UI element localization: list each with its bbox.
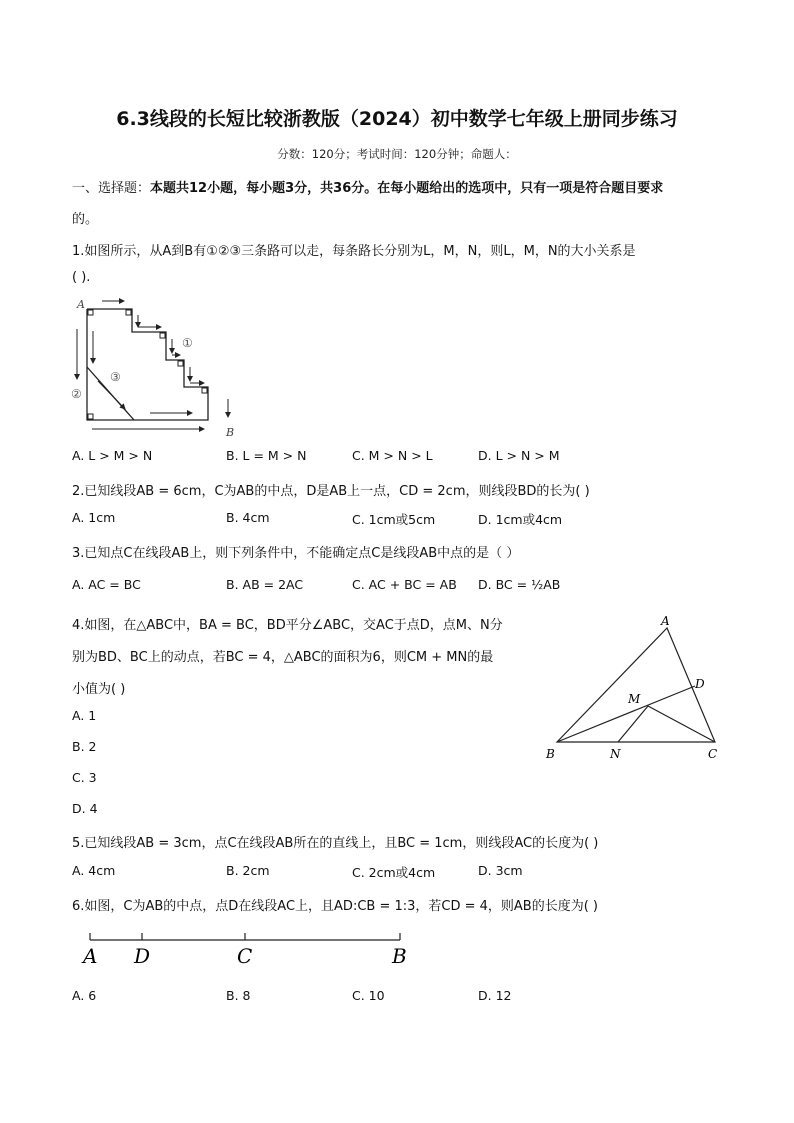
q3-option-a[interactable]: A. AC = BC xyxy=(72,577,141,592)
exam-info: 分数：120分；考试时间：120分钟；命题人： xyxy=(277,147,517,161)
q6-option-d[interactable]: D. 12 xyxy=(478,988,512,1003)
q3-option-c[interactable]: C. AC + BC = AB xyxy=(352,577,457,592)
q1-option-b[interactable]: B. L = M > N xyxy=(226,448,307,463)
q1-fig-label-r2: ② xyxy=(71,387,82,401)
q6-figure xyxy=(80,928,420,973)
section-heading xyxy=(72,177,663,196)
q5-option-d[interactable]: D. 3cm xyxy=(478,863,523,878)
q2-stem: 2.已知线段AB = 6cm，C为AB的中点，D是AB上一点，CD = 2cm，则线段BD的长为( ) xyxy=(72,484,590,499)
q5-stem: 5.已知线段AB = 3cm，点C在线段AB所在的直线上，且BC = 1cm，则线段AC的长度为( ) xyxy=(72,836,599,851)
page-title: 6.3线段的长短比较浙教版（2024）初中数学七年级上册同步练习 xyxy=(116,108,678,130)
q4-stem-line1: 4.如图，在△ABC中，BA = BC，BD平分∠ABC，交AC于点D，点M、N分 xyxy=(72,618,503,633)
q4-option-a[interactable]: A. 1 xyxy=(72,708,97,723)
q1-fig-label-b: B xyxy=(226,426,235,439)
section-head: 一、选择题： xyxy=(72,181,151,196)
q4-figure xyxy=(540,610,730,765)
q4-option-d[interactable]: D. 4 xyxy=(72,801,98,816)
q1-option-d[interactable]: D. L > N > M xyxy=(478,448,560,463)
q5-option-b[interactable]: B. 2cm xyxy=(226,863,270,878)
q4-option-c[interactable]: C. 3 xyxy=(72,770,97,785)
q1-fig-label-a: A xyxy=(77,298,85,311)
q1-stem-line2: ( ). xyxy=(72,270,91,285)
q3-option-b[interactable]: B. AB = 2AC xyxy=(226,577,304,592)
q4-fig-label-c: C xyxy=(708,747,718,761)
q4-fig-label-b: B xyxy=(546,747,555,761)
q5-option-a[interactable]: A. 4cm xyxy=(72,863,116,878)
q6-fig-label-c: C xyxy=(237,944,253,968)
q1-fig-label-r3: ③ xyxy=(110,370,121,384)
q2-option-b[interactable]: B. 4cm xyxy=(226,510,270,525)
q6-fig-label-b: B xyxy=(392,944,407,968)
q1-fig-label-r1: ① xyxy=(182,336,193,350)
q1-option-a[interactable]: A. L > M > N xyxy=(72,448,153,463)
section-desc-cont: 的。 xyxy=(72,212,99,227)
q1-option-c[interactable]: C. M > N > L xyxy=(352,448,433,463)
q3-stem: 3.已知点C在线段AB上，则下列条件中，不能确定点C是线段AB中点的是（ ） xyxy=(72,546,520,561)
q6-option-a[interactable]: A. 6 xyxy=(72,988,97,1003)
q3-option-d[interactable]: D. BC = ½AB xyxy=(478,577,561,592)
q2-option-c[interactable]: C. 1cm或5cm xyxy=(352,512,436,527)
q4-stem-line3: 小值为( ) xyxy=(72,682,126,697)
q6-fig-label-d: D xyxy=(134,944,151,968)
q1-stem-line1: 1.如图所示，从A到B有①②③三条路可以走，每条路长分别为L，M，N，则L，M，N的大小关系是 xyxy=(72,244,636,259)
q2-option-a[interactable]: A. 1cm xyxy=(72,510,116,525)
q6-option-c[interactable]: C. 10 xyxy=(352,988,385,1003)
q1-figure xyxy=(68,295,248,440)
section-desc: 本题共12小题，每小题3分，共36分。在每小题给出的选项中，只有一项是符合题目要求 xyxy=(150,181,664,196)
q4-fig-label-m: M xyxy=(628,692,641,706)
q2-option-d[interactable]: D. 1cm或4cm xyxy=(478,512,563,527)
q5-option-c[interactable]: C. 2cm或4cm xyxy=(352,865,436,880)
q6-stem: 6.如图，C为AB的中点，点D在线段AC上，且AD:CB = 1:3，若CD = 4，则AB的长度为( ) xyxy=(72,899,599,914)
q4-fig-label-a: A xyxy=(661,614,670,628)
q4-fig-label-n: N xyxy=(610,747,621,761)
q6-fig-label-a: A xyxy=(83,944,98,968)
q4-fig-label-d: D xyxy=(695,677,705,691)
q6-option-b[interactable]: B. 8 xyxy=(226,988,251,1003)
q4-option-b[interactable]: B. 2 xyxy=(72,739,97,754)
q4-stem-line2: 别为BD、BC上的动点，若BC = 4，△ABC的面积为6，则CM + MN的最 xyxy=(72,650,494,665)
